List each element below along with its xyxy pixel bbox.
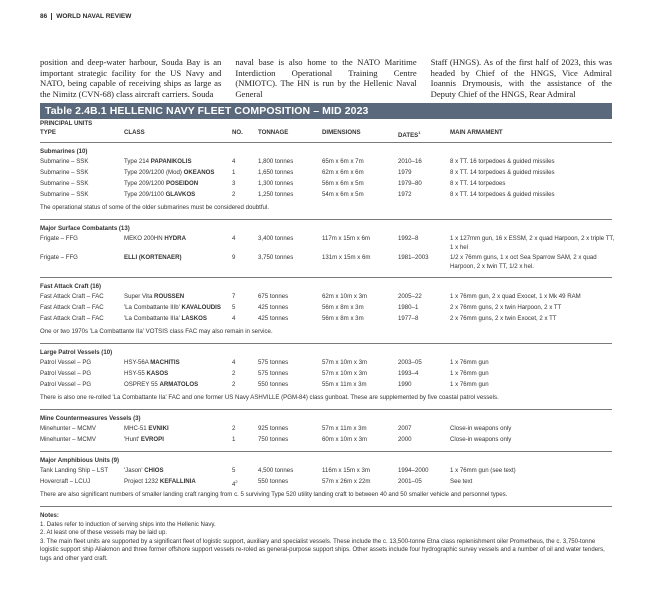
fleet-table bbox=[40, 120, 615, 563]
ship-name: PAPANIKOLIS bbox=[150, 158, 192, 165]
cell-class: 'La Combattante IIIa' LASKOS bbox=[124, 315, 207, 322]
cell-dates: 2001–05 bbox=[398, 478, 422, 485]
cell-dates: 1993–4 bbox=[398, 370, 419, 377]
cell-dates: 1980–1 bbox=[398, 304, 419, 311]
cell-armament: 8 x TT. 16 torpedoes & guided missiles bbox=[450, 158, 555, 165]
cell-armament: 1 x 76mm gun bbox=[450, 359, 489, 366]
note-1: 1. Dates refer to induction of serving ships into the Hellenic Navy. bbox=[40, 520, 216, 528]
ship-name: OKEANOS bbox=[183, 169, 215, 176]
cell-dimensions: 62m x 10m x 3m bbox=[322, 293, 368, 300]
cell-no: 1 bbox=[232, 436, 236, 443]
ship-name: ROUSSEN bbox=[154, 293, 185, 300]
ship-name: EVNIKI bbox=[148, 425, 169, 432]
header-armament: MAIN ARMAMENT bbox=[450, 129, 503, 136]
header-tonnage: TONNAGE bbox=[258, 129, 289, 136]
ship-name: EVROPI bbox=[140, 436, 164, 443]
cell-tonnage: 3,400 tonnes bbox=[258, 235, 294, 242]
cell-tonnage: 750 tonnes bbox=[258, 436, 289, 443]
cell-type: Fast Attack Craft – FAC bbox=[40, 304, 104, 311]
cell-dimensions: 60m x 10m x 3m bbox=[322, 436, 368, 443]
cell-dates: 1979–80 bbox=[398, 180, 422, 187]
ship-name: HYDRA bbox=[164, 235, 186, 242]
divider bbox=[40, 451, 612, 452]
cell-dimensions: 62m x 6m x 6m bbox=[322, 169, 364, 176]
table-row bbox=[40, 478, 612, 489]
cell-class: 'Jason' CHIOS bbox=[124, 467, 164, 474]
cell-dimensions: 56m x 8m x 3m bbox=[322, 315, 364, 322]
section-note: The operational status of some of the older submarines must be considered doubtful. bbox=[40, 204, 269, 211]
intro-text bbox=[40, 57, 612, 99]
cell-class: HSY-55 KASOS bbox=[124, 370, 169, 377]
ship-name: MACHITIS bbox=[150, 359, 180, 366]
cell-no: 2 bbox=[232, 191, 236, 198]
cell-type: Submarine – SSK bbox=[40, 169, 89, 176]
cell-tonnage: 425 tonnes bbox=[258, 304, 289, 311]
cell-type: Patrol Vessel – PG bbox=[40, 381, 92, 388]
cell-dates: 1994–2000 bbox=[398, 467, 429, 474]
cell-type: Tank Landing Ship – LST bbox=[40, 467, 109, 474]
cell-armament: 8 x TT. 14 torpedoes bbox=[450, 180, 506, 187]
cell-tonnage: 1,800 tonnes bbox=[258, 158, 294, 165]
section-heading: Major Surface Combatants (13) bbox=[40, 225, 130, 232]
cell-type: Hovercraft – LCUJ bbox=[40, 478, 91, 485]
cell-type: Frigate – FFG bbox=[40, 235, 78, 242]
divider bbox=[40, 219, 612, 220]
ship-name: KAVALOUDIS bbox=[181, 304, 221, 311]
cell-no: 5 bbox=[232, 304, 236, 311]
cell-armament: See text bbox=[450, 478, 473, 485]
cell-dates: 1992–8 bbox=[398, 235, 419, 242]
cell-dates: 1977–8 bbox=[398, 315, 419, 322]
cell-dimensions: 131m x 15m x 6m bbox=[322, 254, 371, 261]
cell-no: 4 bbox=[232, 359, 236, 366]
cell-dimensions: 65m x 6m x 7m bbox=[322, 158, 364, 165]
cell-armament: 1 x 76mm gun (see text) bbox=[450, 467, 516, 474]
cell-no: 1 bbox=[232, 169, 236, 176]
cell-dimensions: 57m x 10m x 3m bbox=[322, 370, 368, 377]
cell-no: 2 bbox=[232, 381, 236, 388]
cell-no: 4 bbox=[232, 315, 236, 322]
header-dates: DATES$^1$ bbox=[398, 130, 421, 140]
cell-no: 3 bbox=[232, 180, 236, 187]
section-heading: Major Amphibious Units (9) bbox=[40, 457, 119, 464]
cell-tonnage: 550 tonnes bbox=[258, 381, 289, 388]
cell-armament: Close-in weapons only bbox=[450, 425, 512, 432]
cell-dates: 2010–16 bbox=[398, 158, 422, 165]
section-heading: Submarines (10) bbox=[40, 148, 88, 155]
cell-tonnage: 1,650 tonnes bbox=[258, 169, 294, 176]
cell-class: Project 1232 KEFALLINIA bbox=[124, 478, 196, 485]
cell-class: 'La Combattante IIIb' KAVALOUDIS bbox=[124, 304, 221, 311]
intro-column-3: Staff (HNGS). As of the first half of 2023, this was headed by Chief of the HNGS, Vice Admiral Ioannis Drymousis, with the assistance of the Deputy Chief of the HNGS, Rear Admiral bbox=[430, 57, 612, 99]
table-row bbox=[40, 180, 612, 191]
cell-tonnage: 575 tonnes bbox=[258, 370, 289, 377]
cell-armament: 8 x TT. 14 torpedoes & guided missiles bbox=[450, 169, 555, 176]
cell-type: Minehunter – MCMV bbox=[40, 425, 96, 432]
cell-no: $4^2$ bbox=[232, 479, 238, 489]
ship-name: POSEIDON bbox=[166, 180, 199, 187]
cell-tonnage: 925 tonnes bbox=[258, 425, 289, 432]
ship-name: GLAVKOS bbox=[165, 191, 196, 198]
header-type: TYPE bbox=[40, 129, 56, 136]
table-row bbox=[40, 425, 612, 436]
section-heading: Large Patrol Vessels (10) bbox=[40, 349, 113, 356]
cell-dates: 1972 bbox=[398, 191, 412, 198]
header-class: CLASS bbox=[124, 129, 145, 136]
cell-type: Frigate – FFG bbox=[40, 254, 78, 261]
cell-class: MHC-51 EVNIKI bbox=[124, 425, 169, 432]
principal-units-heading: PRINCIPAL UNITS bbox=[40, 120, 93, 127]
cell-dates: 1981–2003 bbox=[398, 254, 429, 261]
cell-no: 4 bbox=[232, 158, 236, 165]
section-heading: Mine Countermeasures Vessels (3) bbox=[40, 415, 141, 422]
cell-dates: 1979 bbox=[398, 169, 412, 176]
table-row bbox=[40, 169, 612, 180]
header-dimensions: DIMENSIONS bbox=[322, 129, 361, 136]
table-row bbox=[40, 254, 612, 273]
cell-type: Fast Attack Craft – FAC bbox=[40, 315, 104, 322]
cell-class: OSPREY 55 ARMATOLOS bbox=[124, 381, 199, 388]
cell-dates: 1990 bbox=[398, 381, 412, 388]
ship-name: CHIOS bbox=[144, 467, 164, 474]
cell-class bbox=[124, 254, 182, 262]
cell-tonnage: 1,300 tonnes bbox=[258, 180, 294, 187]
cell-armament: 1 x 76mm gun bbox=[450, 381, 489, 388]
intro-column-2: naval base is also home to the NATO Maritime Interdiction Operational Training Centre (NMIOTC). The HN is run by the Hellenic Naval General bbox=[235, 57, 417, 99]
table-row bbox=[40, 158, 612, 169]
cell-dimensions: 57m x 10m x 3m bbox=[322, 359, 368, 366]
cell-class: Super Vita ROUSSEN bbox=[124, 293, 185, 300]
ship-name: KASOS bbox=[146, 370, 169, 377]
cell-armament: 1 x 76mm gun, 2 x quad Exocet, 1 x Mk 49 RAM bbox=[450, 293, 581, 300]
cell-type: Submarine – SSK bbox=[40, 158, 89, 165]
cell-dimensions: 54m x 6m x 5m bbox=[322, 191, 364, 198]
section-heading: Fast Attack Craft (16) bbox=[40, 283, 102, 290]
cell-type: Patrol Vessel – PG bbox=[40, 370, 92, 377]
ship-name: LASKOS bbox=[181, 315, 207, 322]
cell-type: Submarine – SSK bbox=[40, 191, 89, 198]
header-no: NO. bbox=[232, 129, 243, 136]
cell-dimensions: 55m x 11m x 3m bbox=[322, 381, 367, 388]
table-row bbox=[40, 381, 612, 392]
cell-class: MEKO 200HN HYDRA bbox=[124, 235, 186, 242]
section-note: There is also one re-rolled 'La Combattante IIa' FAC and one former US Navy ASHVILLE (PGM-84) class gunboat. These are supplemented by five coastal patrol vessels. bbox=[40, 394, 499, 401]
cell-class: 'Hunt' EVROPI bbox=[124, 436, 164, 443]
cell-dimensions: 57m x 11m x 3m bbox=[322, 425, 367, 432]
cell-no: 5 bbox=[232, 467, 236, 474]
table-title: Table 2.4B.1 HELLENIC NAVY FLEET COMPOSITION – MID 2023 bbox=[40, 103, 612, 119]
column-headers bbox=[40, 129, 612, 140]
cell-class: Type 209/1200 POSEIDON bbox=[124, 180, 199, 187]
cell-dates: 2007 bbox=[398, 425, 412, 432]
cell-no: 2 bbox=[232, 425, 236, 432]
cell-tonnage: 3,750 tonnes bbox=[258, 254, 294, 261]
cell-type: Fast Attack Craft – FAC bbox=[40, 293, 104, 300]
cell-type: Minehunter – MCMV bbox=[40, 436, 96, 443]
cell-armament: 1 x 76mm gun bbox=[450, 370, 489, 377]
cell-class: Type 209/1200 (Mod) OKEANOS bbox=[124, 169, 215, 176]
table-row bbox=[40, 436, 612, 447]
cell-tonnage: 675 tonnes bbox=[258, 293, 289, 300]
page-header bbox=[40, 10, 131, 23]
cell-dates: 2005–22 bbox=[398, 293, 422, 300]
table-row bbox=[40, 235, 615, 254]
cell-armament: 2 x 76mm guns, 2 x twin Exocet, 2 x TT bbox=[450, 315, 557, 322]
table-row bbox=[40, 467, 612, 478]
cell-tonnage: 550 tonnes bbox=[258, 478, 289, 485]
table-notes bbox=[40, 512, 612, 563]
cell-no: 7 bbox=[232, 293, 236, 300]
cell-type: Submarine – SSK bbox=[40, 180, 89, 187]
cell-armament: Close-in weapons only bbox=[450, 436, 512, 443]
section-note: One or two 1970s 'La Combattante IIa' VOTSIS class FAC may also remain in service. bbox=[40, 328, 273, 335]
cell-class: Type 209/1100 GLAVKOS bbox=[124, 191, 196, 198]
divider bbox=[40, 409, 612, 410]
divider bbox=[40, 343, 612, 344]
cell-dates: 2000 bbox=[398, 436, 412, 443]
cell-no: 4 bbox=[232, 235, 236, 242]
notes-heading: Notes: bbox=[40, 512, 59, 519]
cell-class: Type 214 PAPANIKOLIS bbox=[124, 158, 192, 165]
cell-dimensions: 116m x 15m x 3m bbox=[322, 467, 370, 474]
section-note: There are also significant numbers of smaller landing craft ranging from c. 5 surviving Type 520 utility landing craft to between 40 and 50 smaller vehicle and personnel types. bbox=[40, 491, 508, 498]
table-row bbox=[40, 304, 612, 315]
ship-name: ELLI (KORTENAER) bbox=[124, 254, 182, 261]
cell-tonnage: 575 tonnes bbox=[258, 359, 289, 366]
table-row bbox=[40, 315, 612, 326]
running-title: WORLD NAVAL REVIEW bbox=[56, 13, 132, 20]
note-3: 3. The main fleet units are supported by a significant fleet of logistic support, auxiliary and specialist vessels. These include the c. 13,500-tonne Etna class replenishment oiler Prometheus, the c. 3,750-tonne logistic support ship Aliakmon and three former offshore support vessels re-roled as general-purpose support ships. Other assets include four hydrographic survey vessels and a number of oil and water tenders, tugs and other yard craft. bbox=[40, 537, 605, 562]
cell-tonnage: 425 tonnes bbox=[258, 315, 289, 322]
cell-class: HSY-56A MACHITIS bbox=[124, 359, 180, 366]
cell-no: 9 bbox=[232, 254, 236, 261]
cell-armament: 2 x 76mm guns, 2 x twin Harpoon, 2 x TT bbox=[450, 304, 562, 311]
divider bbox=[40, 142, 612, 143]
cell-dimensions: 56m x 8m x 3m bbox=[322, 304, 364, 311]
cell-armament: 1/2 x 76mm guns, 1 x oct Sea Sparrow SAM, 2 x quad Harpoon, 2 x twin TT, 1/2 x hel. bbox=[450, 254, 597, 270]
cell-dimensions: 57m x 26m x 22m bbox=[322, 478, 371, 485]
cell-tonnage: 4,500 tonnes bbox=[258, 467, 294, 474]
intro-column-1: position and deep-water harbour, Souda Bay is an important strategic facility for the US Navy and NATO, being capable of receiving ships as large as the Nimitz (CVN-68) class aircraft carriers. Souda bbox=[40, 57, 222, 99]
table-row bbox=[40, 293, 612, 304]
cell-type: Patrol Vessel – PG bbox=[40, 359, 92, 366]
divider bbox=[40, 277, 612, 278]
cell-dimensions: 56m x 6m x 5m bbox=[322, 180, 364, 187]
ship-name: ARMATOLOS bbox=[159, 381, 199, 388]
page-number: 86 bbox=[40, 13, 52, 20]
ship-name: KEFALLINIA bbox=[159, 478, 196, 485]
divider bbox=[40, 506, 612, 507]
cell-armament: 1 x 127mm gun, 16 x ESSM, 2 x quad Harpoon, 2 x triple TT, 1 x hel bbox=[450, 235, 615, 251]
cell-dates: 2003–05 bbox=[398, 359, 422, 366]
cell-dimensions: 117m x 15m x 6m bbox=[322, 235, 370, 242]
note-2: 2. At least one of these vessels may be laid up. bbox=[40, 529, 168, 536]
cell-tonnage: 1,250 tonnes bbox=[258, 191, 294, 198]
cell-armament: 8 x TT. 14 torpedoes & guided missiles bbox=[450, 191, 555, 198]
cell-no: 2 bbox=[232, 370, 236, 377]
table-row bbox=[40, 359, 612, 370]
table-row bbox=[40, 370, 612, 381]
table-row bbox=[40, 191, 612, 202]
